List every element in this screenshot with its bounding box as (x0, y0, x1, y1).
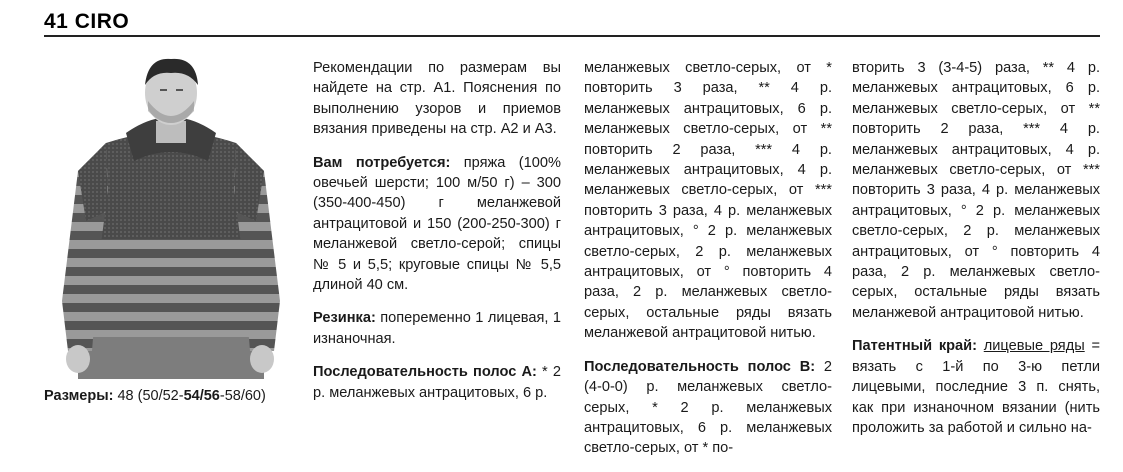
sizes-line (44, 386, 266, 406)
sizes-value-1: 48 (50/52- (113, 388, 184, 404)
stripe-b-paragraph (584, 357, 832, 459)
rib-paragraph (313, 308, 561, 349)
sizes-value-bold: 54/56 (183, 388, 220, 404)
rib-label: Резинка: (313, 310, 376, 327)
text-column-1 (313, 58, 561, 416)
model-photo (48, 51, 294, 379)
stripe-a-label: Последовательность полос А: (313, 364, 537, 381)
sweater-illustration (48, 51, 294, 379)
rib-text: попеременно 1 лицевая, 1 изнаночная. (313, 310, 561, 347)
stripe-a-text: * 2 р. меланжевых антрацитовых, 6 р. (313, 364, 561, 401)
pattern-title: 41 CIRO (44, 10, 130, 33)
title-rule (44, 35, 1100, 37)
stripe-b-label: Последовательность полос В: (584, 358, 816, 375)
selvage-paragraph (852, 336, 1100, 438)
materials-paragraph (313, 153, 561, 296)
size-recommendations: Рекомендации по размерам вы найдете на стр. А1. Пояснения по выполнению узоров и приемов вязания приведены на стр. А2 и А3. (313, 60, 561, 138)
selvage-label: Патентный край: (852, 338, 977, 355)
selvage-text: = вязать с 1-й по 3-ю петли лицевыми, последние 3 п. снять, как при изнаночном вязании (нить проложить за работой и сильно на- (852, 338, 1100, 436)
materials-label: Вам потребуется: (313, 154, 451, 171)
stripe-a-continued: меланжевых светло-серых, от * повторить 3 раза, ** 4 р. меланжевых антрацитовых, 6 р. меланжевых светло-серых, от ** повторить 2 раза, *** 4 р. меланжевых антрацитовых, 4 р. меланжевых светло-серых, от *** повторить 3 раза, 4 р. меланжевых антрацитовых, ° 2 р. меланжевых светло-серых, 2 р. меланжевых антрацитовых, от ° повторить 4 раза, 2 р. меланжевых светло-серых, остальные ряды вязать меланжевой антрацитовой нитью. (584, 60, 832, 342)
sizes-value-2: -58/60) (219, 388, 266, 404)
text-column-3 (852, 58, 1100, 451)
stripe-a-paragraph (313, 362, 561, 403)
text-column-2 (584, 58, 832, 472)
stripe-b-continued: вторить 3 (3-4-5) раза, ** 4 р. меланжевых антрацитовых, 6 р. меланжевых светло-серых, от ** повторить 2 раза, *** 4 р. меланжевых антрацитовых, 4 р. меланжевых светло-серых, от *** повторить 3 раза, 4 р. меланжевых антрацитовых, ° 2 р. меланжевых светло-серых, 2 р. меланжевых антрацитовых, от ° повторить 4 раза, 2 р. меланжевых светло-серых, остальные ряды вязать меланжевой антрацитовой нитью. (852, 60, 1100, 321)
stripe-b-text: 2 (4-0-0) р. меланжевых светло-серых, * 2 р. меланжевых антрацитовых, 6 р. меланжевых светло-серых, от * по- (584, 358, 832, 457)
materials-text: пряжа (100% овечьей шерсти; 100 м/50 г) – 300 (350-400-450) г меланжевой антрацитовой и 150 (200-250-300) г меланжевой светло-серой; спицы № 5 и 5,5; круговые спицы № 5,5 длиной 40 см. (313, 154, 561, 294)
sizes-label: Размеры: (44, 388, 114, 404)
selvage-underline: лицевые ряды (983, 338, 1085, 355)
